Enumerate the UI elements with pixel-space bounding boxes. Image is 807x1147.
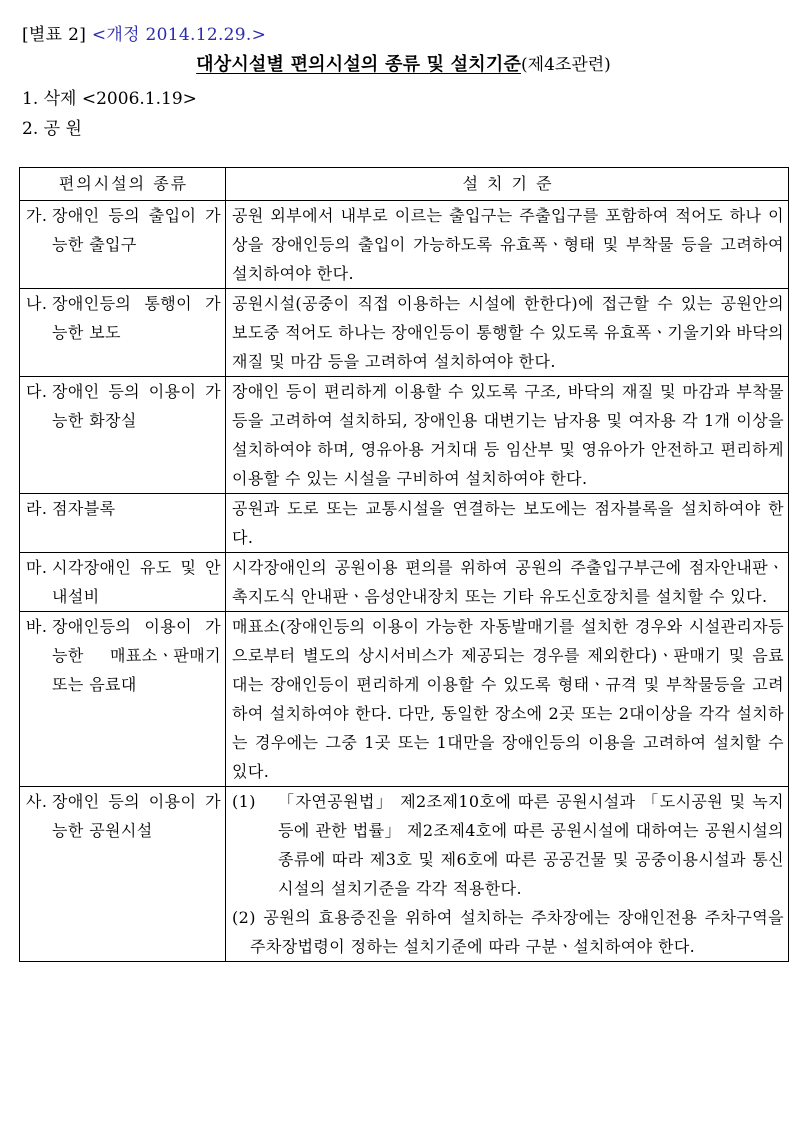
facility-kind: 장애인등의 이용이 가능한 매표소ㆍ판매기 또는 음료대: [52, 617, 221, 694]
table-header-row: [20, 168, 789, 201]
facility-kind: 장애인등의 통행이 가능한 보도: [52, 294, 221, 342]
sub-item-marker: (1): [232, 792, 256, 811]
table-row: [20, 612, 789, 787]
sub-item-text: 공원의 효용증진을 위하여 설치하는 주차장에는 장애인전용 주차구역을 주차장법령이 정하는 설치기준에 따라 구분ㆍ설치하여야 한다.: [250, 908, 784, 956]
sub-item-text: 「자연공원법」 제2조제10호에 따른 공원시설과 「도시공원 및 녹지 등에 관한 법률」 제2조제4호에 따른 공원시설에 대하여는 공원시설의 종류에 따라 제3호 및 제6호에 따른 공공건물 및 공중이용시설과 통신시설의 설치기준을 각각 적용한다.: [278, 792, 784, 898]
table-row: [20, 377, 789, 494]
document-title-main: 대상시설별 편의시설의 종류 및 설치기준: [196, 54, 522, 75]
table-row: [20, 787, 789, 962]
standard-text: 공원시설(공중이 직접 이용하는 시설에 한한다)에 접근할 수 있는 공원안의 보도중 적어도 하나는 장애인등이 통행할 수 있도록 유효폭ㆍ기울기와 바닥의 재질 및 마감 등을 고려하여 설치하여야 한다.: [226, 289, 789, 377]
standard-text: 매표소(장애인등의 이용이 가능한 자동발매기를 설치한 경우와 시설관리자등으로부터 별도의 상시서비스가 제공되는 경우를 제외한다)ㆍ판매기 및 음료대는 장애인등이 편리하게 이용할 수 있도록 형태ㆍ규격 및 부착물등을 고려하여 설치하여야 한다. 다만, 동일한 장소에 2곳 또는 2대이상을 각각 설치하는 경우에는 그중 1곳 또는 1대만을 장애인등의 이용을 고려하여 설치할 수 있다.: [226, 612, 789, 787]
row-marker: 바.: [26, 617, 48, 636]
row-marker: 라.: [26, 499, 48, 518]
row-marker: 마.: [26, 558, 48, 577]
standard-text-list: [226, 787, 789, 962]
document-title-sub: (제4조관련): [521, 55, 611, 75]
facility-kind-cell: [20, 377, 226, 494]
revision-note: <개정 2014.12.29.>: [91, 25, 267, 45]
facility-kind: 시각장애인 유도 및 안내설비: [52, 558, 221, 606]
annex-label: [별표 2]: [22, 25, 87, 45]
header-facility-kind: 편의시설의 종류: [20, 168, 226, 201]
item-park: 2. 공 원: [22, 119, 82, 139]
row-marker: 사.: [26, 792, 48, 811]
facility-kind: 장애인 등의 이용이 가능한 공원시설: [52, 792, 221, 840]
row-marker: 나.: [26, 294, 48, 313]
table-row: [20, 494, 789, 553]
standard-text: 시각장애인의 공원이용 편의를 위하여 공원의 주출입구부근에 점자안내판ㆍ촉지도식 안내판ㆍ음성안내장치 또는 기타 유도신호장치를 설치할 수 있다.: [226, 553, 789, 612]
table-row: [20, 289, 789, 377]
header-standard: 설 치 기 준: [226, 168, 789, 201]
standards-table: [19, 167, 789, 962]
row-marker: 가.: [26, 206, 48, 225]
facility-kind-cell: [20, 553, 226, 612]
facility-kind-cell: [20, 612, 226, 787]
standard-text: 장애인 등이 편리하게 이용할 수 있도록 구조, 바닥의 재질 및 마감과 부착물 등을 고려하여 설치하되, 장애인용 대변기는 남자용 및 여자용 각 1개 이상을 설치하여야 하며, 영유아용 거치대 등 임산부 및 영유아가 안전하고 편리하게 이용할 수 있는 시설을 구비하여 설치하여야 한다.: [226, 377, 789, 494]
sub-item: [232, 787, 784, 903]
facility-kind: 장애인 등의 출입이 가능한 출입구: [52, 206, 221, 254]
facility-kind: 장애인 등의 이용이 가능한 화장실: [52, 382, 221, 430]
facility-kind-cell: [20, 494, 226, 553]
standard-text: 공원과 도로 또는 교통시설을 연결하는 보도에는 점자블록을 설치하여야 한다.: [226, 494, 789, 553]
table-row: [20, 553, 789, 612]
sub-item: [232, 903, 784, 961]
standard-text: 공원 외부에서 내부로 이르는 출입구는 주출입구를 포함하여 적어도 하나 이상을 장애인등의 출입이 가능하도록 유효폭ㆍ형태 및 부착물 등을 고려하여 설치하여야 한다.: [226, 201, 789, 289]
annex-header: [22, 20, 266, 45]
facility-kind: 점자블록: [52, 499, 116, 518]
row-marker: 다.: [26, 382, 48, 401]
document-title: [0, 50, 807, 76]
item-deleted: 1. 삭제 <2006.1.19>: [22, 89, 197, 109]
facility-kind-cell: [20, 787, 226, 962]
sub-item-marker: (2): [232, 908, 256, 927]
facility-kind-cell: [20, 289, 226, 377]
table-row: [20, 201, 789, 289]
facility-kind-cell: [20, 201, 226, 289]
